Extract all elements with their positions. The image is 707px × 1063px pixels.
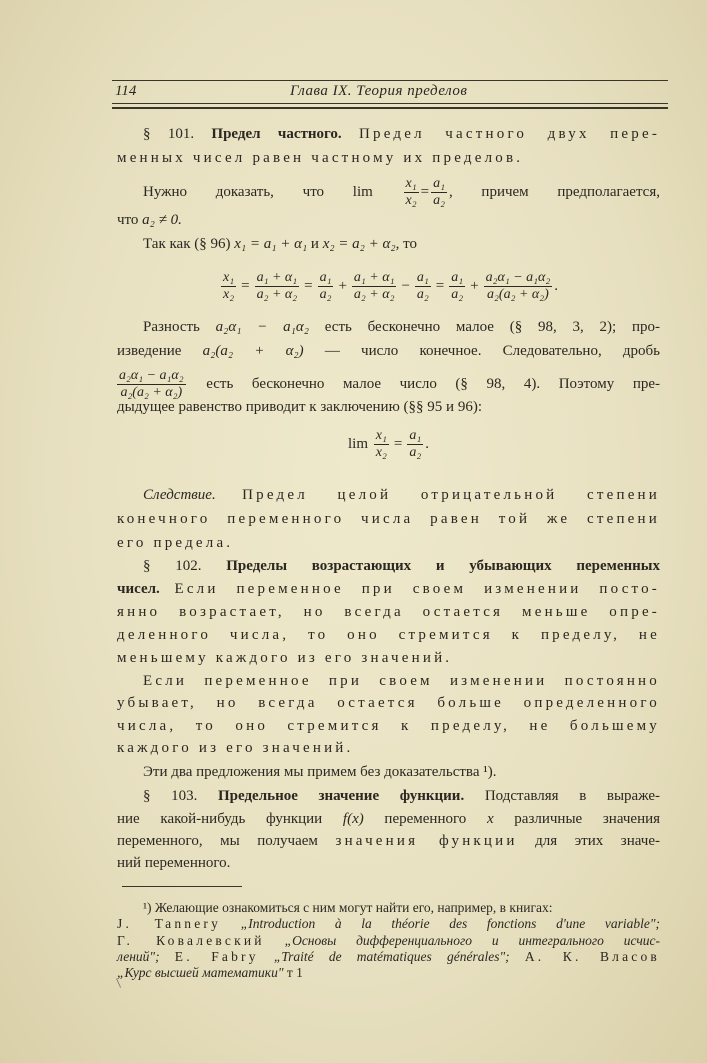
- s102-line-9: каждого из его значений.: [117, 740, 354, 756]
- s103-line-2: ние какой-нибудь функции f(x) переменного x различные значения: [117, 811, 661, 827]
- footnote-line-2: J. Tannery „Introduction à la théorie des fonctions d'une variable";: [117, 916, 660, 931]
- section-101-heading: [117, 125, 660, 143]
- text: Нужно доказать, что: [143, 183, 325, 200]
- difference-line-3: $\frac{\text{a₂α₁ − a₁α₂}}{\text{a₂(a₂ + α₂)}}$ есть бесконечно малое число (§ 98, 4). Поэтому пре-: [119, 368, 660, 400]
- s102-line-4: деленного числа, то оно стремится к пределу, не: [117, 627, 660, 643]
- s102-line-7: убывает, но всегда остается больше определенного: [117, 695, 660, 711]
- fraction: $\frac{\text{x₁}}{\text{x₂}}$: [405, 176, 417, 208]
- difference-line-2: изведение a₂(a₂ + α₂) — число конечное. Следовательно, дробь: [117, 343, 661, 359]
- since-line: Так как (§ 96) x₁ = a₁ + α₁ и x₂ = a₂ + α₂, то: [143, 236, 417, 252]
- corollary-line-3: его предела.: [117, 535, 234, 551]
- footnote-rule: [122, 886, 242, 887]
- s103-line-3: переменного, мы получаем значения функции для этих значе-: [117, 833, 660, 849]
- conclusion-formula: lim $\frac{\text{x₁}}{\text{x₂}}$ = $\frac{\text{a₁}}{\text{a₂}}$ .: [348, 428, 429, 460]
- need-to-prove-line: Нужно доказать, что lim $\frac{\text{x₁}}{\text{x₂}}$ = $\frac{\text{a₁}}{\text{a₂}}$ , причем предполагается,: [143, 176, 660, 208]
- condition-line: что a₂ ≠ 0.: [117, 212, 182, 228]
- section-number: § 101.: [143, 126, 195, 142]
- difference-line-4: дыдущее равенство приводит к заключению (§§ 95 и 96):: [117, 399, 482, 415]
- section-102-heading: § 102. Пределы возрастающих и убывающих переменных: [143, 558, 661, 574]
- header-rule-bottom: [112, 103, 668, 109]
- header-rule-top: [112, 80, 668, 81]
- text: , причем предполагается,: [448, 183, 660, 200]
- section-title: Пределы возрастающих и убывающих переменных: [226, 558, 661, 574]
- s102-line-2: чисел. Если переменное при своем изменении посто-: [117, 581, 661, 597]
- running-title: Глава IX. Теория пределов: [290, 83, 468, 99]
- corollary-line-2: конечного переменного числа равен той же степени: [117, 511, 660, 527]
- s102-line-5: меньшему каждого из его значений.: [117, 650, 453, 666]
- theorem-text-cont: менных чисел равен частному их пределов.: [117, 150, 524, 166]
- lim-operator: lim: [352, 183, 373, 200]
- s102-line-6: Если переменное при своем изменении постоянно: [143, 673, 660, 689]
- footnote-line-1: ¹) Желающие ознакомиться с ним могут найти его, например, в книгах:: [143, 900, 553, 915]
- theorem-text: Предел частного двух пере-: [359, 126, 661, 142]
- section-103-heading: § 103. Предельное значение функции. Подставляя в выраже-: [143, 788, 661, 804]
- footnote-line-4: лений"; E. Fabry „Traité de matématiques générales"; А. К. Власов: [117, 949, 661, 964]
- main-formula: $\frac{\text{x₁}}{\text{x₂}}$ = $\frac{\text{a₁ + α₁}}{\text{a₂ + α₂}}$ = $\frac{\text{a₁}}{\text{a₂}}$ + $\frac{\text{a₁ + α₁}}{\text{a₂ + α₂}}$ − $\frac{\text{a₁}}{\text{a₂}}$ = $\frac{\text{a₁}}{\text{a₂}}$ + $\frac{\text{a₂α₁ − a₁α₂}}{\text{a₂(a₂ + α₂)}}$ .: [223, 270, 558, 302]
- corollary-label: Следствие.: [143, 487, 216, 503]
- s102-line-8: числа, то оно стремится к пределу, не большему: [117, 718, 660, 734]
- section-title: Предельное значение функции.: [218, 788, 465, 804]
- corollary-line-1: Следствие. Предел целой отрицательной степени: [143, 487, 661, 503]
- fraction: $\frac{\text{a₁}}{\text{a₂}}$: [433, 176, 445, 208]
- section-title: Предел частного.: [211, 126, 342, 142]
- condition-formula: a₂ ≠ 0.: [142, 212, 182, 228]
- footnote-line-5: „Курс высшей математики" т 1: [117, 965, 303, 980]
- difference-line-1: Разность a₂α₁ − a₁α₂ есть бесконечно малое (§ 98, 3, 2); про-: [143, 319, 661, 335]
- s103-line-4: ний переменного.: [117, 855, 231, 871]
- s102-line-10: Эти два предложения мы примем без доказательства ¹).: [143, 764, 497, 780]
- s102-line-3: янно возрастает, но всегда остается меньше опре-: [117, 604, 660, 620]
- page-number: 114: [115, 83, 137, 99]
- footnote-line-3: Г. Ковалевский „Основы дифференциального и интегрального исчис-: [117, 933, 660, 948]
